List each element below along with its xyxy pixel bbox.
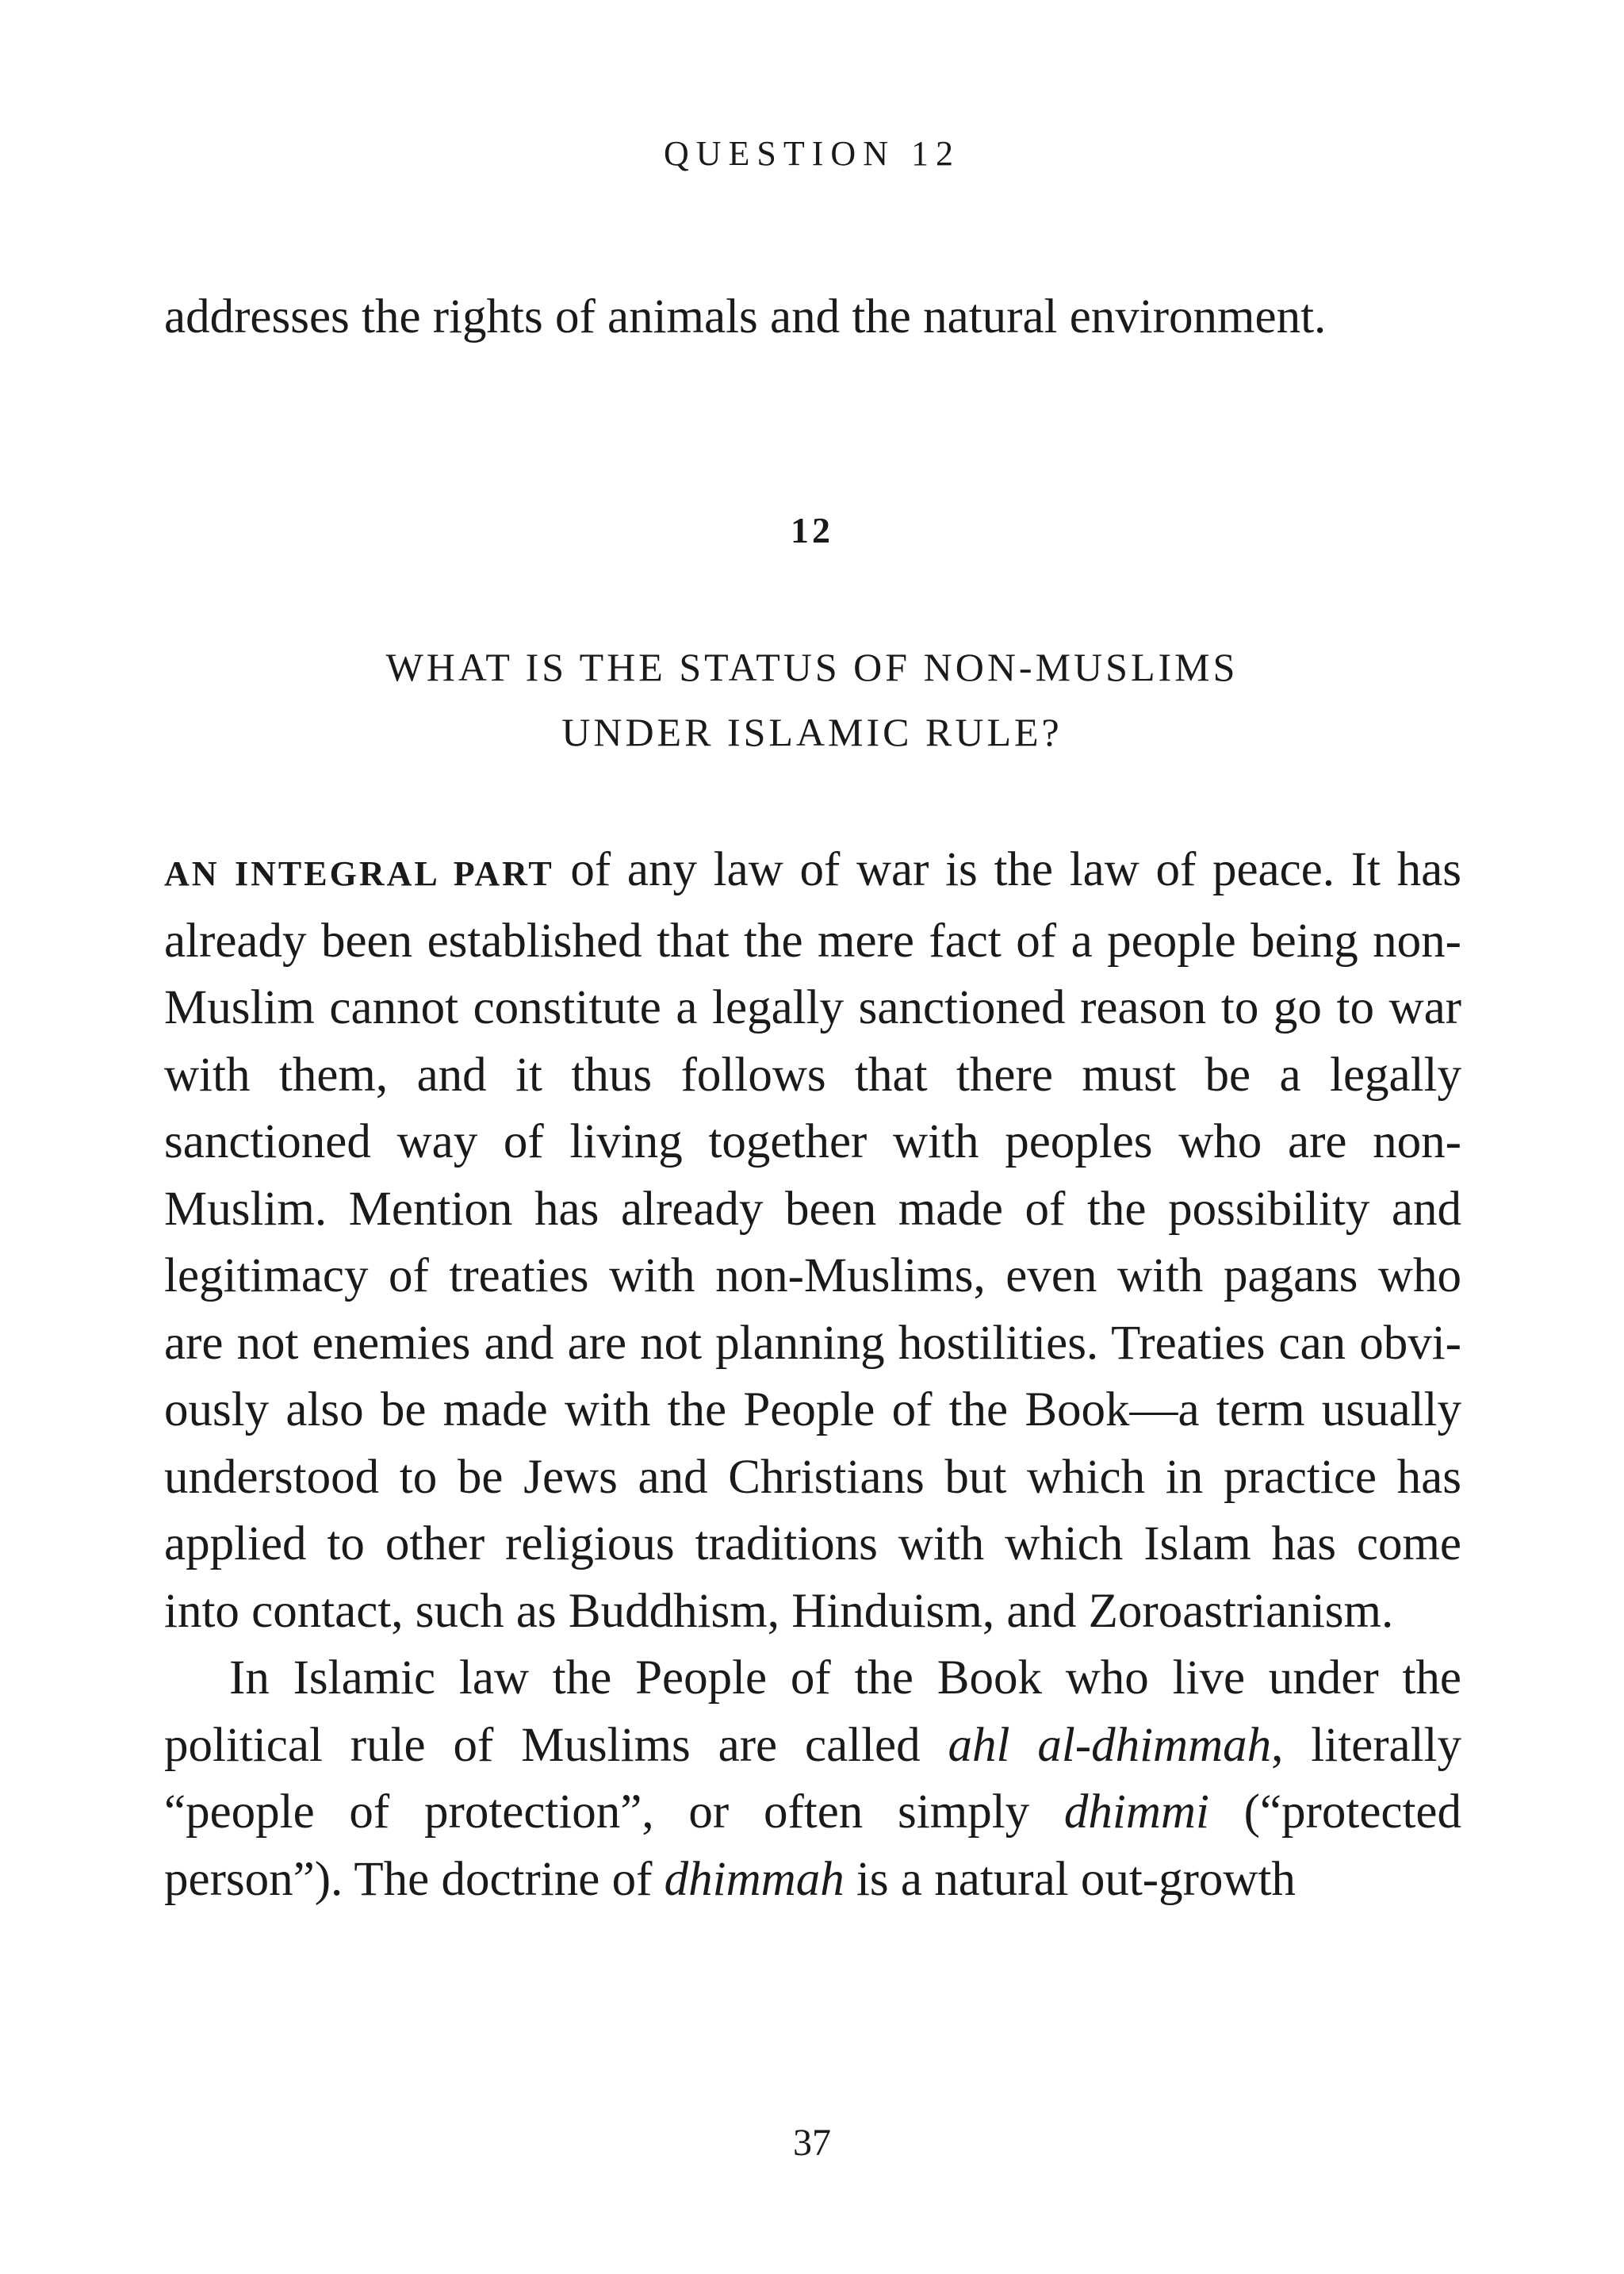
chapter-number: 12: [791, 510, 833, 550]
term-ahl-al-dhimmah: ahl al-dhimmah: [948, 1718, 1272, 1772]
chapter-title: [0, 635, 1624, 765]
term-dhimmi: dhimmi: [1063, 1785, 1209, 1839]
paragraph-1-text: of any law of war is the law of peace. It has already been established that the mere fact of a people being non-Muslim cannot constitute a legally sanctioned reason to go to war with them, and it thus follows that there must be a legally sanctioned way of living together with peoples who are non-Muslim. Mention has already been made of the possibility and legitimacy of treaties with non-Muslims, even with pagans who are not enemies and are not planning hostilities. Treaties can obviously also be made with the People of the Book—a term usually understood to be Jews and Christians but which in practice has applied to other religious traditions with which Islam has come into contact, such as Buddhism, Hinduism, and Zoroastrianism.: [164, 843, 1461, 1638]
paragraph-2-text-2: , literally “people of protection”, or often simply: [164, 1718, 1461, 1839]
lead-in-small-caps: AN INTEGRAL PART: [164, 854, 554, 893]
chapter-title-line-1: WHAT IS THE STATUS OF NON-MUSLIMS: [385, 645, 1239, 689]
chapter-title-line-2: UNDER ISLAMIC RULE?: [561, 710, 1063, 754]
paragraph-2-text-4: is a natural out-growth: [844, 1852, 1296, 1906]
paragraph-1: [164, 837, 1461, 1645]
paragraph-2: [164, 1645, 1461, 1913]
continuation-paragraph: addresses the rights of animals and the natural environment.: [164, 290, 1327, 343]
paragraph-2-text-3: (“protected person”). The doctrine of: [164, 1785, 1461, 1906]
running-head: QUESTION 12: [664, 134, 960, 173]
body-text: [164, 837, 1461, 1913]
term-dhimmah: dhimmah: [664, 1852, 845, 1906]
paragraph-2-text-1: In Islamic law the People of the Book who live under the political rule of Muslims are called: [164, 1651, 1461, 1772]
page-number: 37: [793, 2122, 831, 2164]
